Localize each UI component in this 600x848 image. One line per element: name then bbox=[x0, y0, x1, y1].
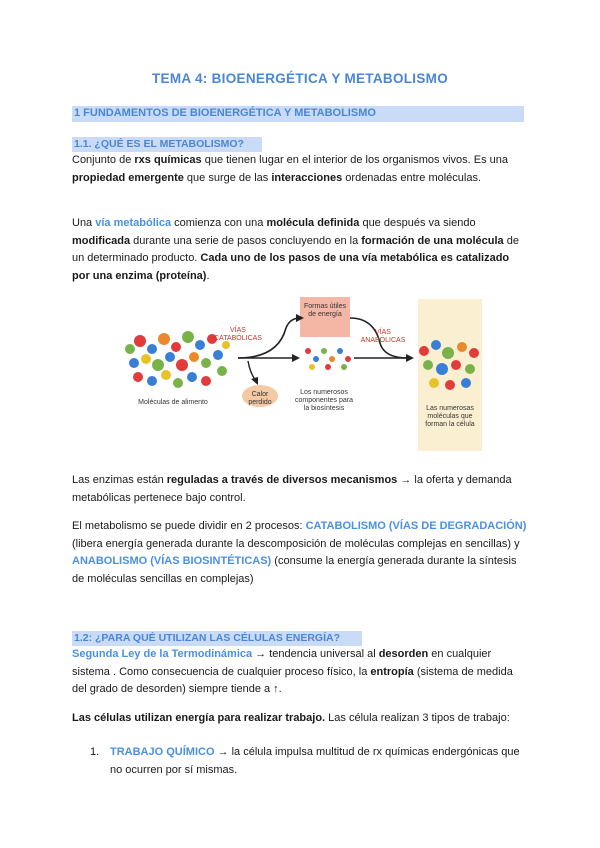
text: de un determinado producto. bbox=[72, 234, 519, 264]
label-cell-molecules: Las numerosas moléculas que forman la célula bbox=[425, 405, 475, 428]
label-biosynthesis-components: Los numerosos componentes para la biosíntesis bbox=[295, 389, 353, 412]
text: ordenadas entre moléculas. bbox=[342, 171, 482, 184]
section-heading-1 bbox=[72, 106, 524, 122]
paragraph-metabolism-division bbox=[72, 518, 527, 588]
paragraph-enzyme-regulation bbox=[72, 472, 527, 507]
text: . bbox=[206, 269, 210, 282]
bold-text: formación de una molécula bbox=[361, 234, 504, 247]
paragraph-metabolism-definition bbox=[72, 152, 527, 187]
text: El metabolismo se puede dividir en 2 procesos: bbox=[72, 520, 306, 532]
text: comienza con una bbox=[171, 217, 267, 229]
section-heading-1-text: 1 FUNDAMENTOS DE BIOENERGÉTICA Y METABOLISMO bbox=[74, 107, 376, 119]
bold-text: rxs químicas bbox=[134, 154, 202, 166]
list-item-chemical-work bbox=[90, 744, 527, 780]
text: (sistema de medida del grado de desorden) siempre tiende a ↑. bbox=[72, 665, 513, 695]
text: durante una serie de pasos concluyendo en la bbox=[130, 234, 362, 247]
arrow-head bbox=[251, 377, 258, 385]
document-title: TEMA 4: BIOENERGÉTICA Y METABOLISMO bbox=[151, 71, 449, 86]
text: Las enzimas están bbox=[72, 474, 167, 486]
text: (libera energía generada durante la descomposición de moléculas complejas en sencillas) y bbox=[72, 537, 520, 550]
bold-text: Cada uno de los pasos de una vía metabólica es catalizado por una enzima (proteína) bbox=[72, 252, 510, 282]
bold-text: desorden bbox=[378, 648, 429, 660]
highlight-text: Segunda Ley de la Termodinámica bbox=[72, 648, 253, 660]
paragraph-cell-work bbox=[72, 710, 527, 728]
subsection-heading-1-1-text: 1.1. ¿QUÉ ES EL METABOLISMO? bbox=[74, 138, 244, 150]
label-useful-energy: Formas útiles de energía bbox=[303, 303, 346, 318]
text: que tienen lugar en el interior de los organismos vivos. Es una bbox=[201, 154, 508, 166]
biosynthesis-components bbox=[305, 348, 351, 370]
label-food-molecules: Moléculas de alimento bbox=[138, 399, 208, 406]
text: que surge de las bbox=[183, 171, 272, 184]
text: que después va siendo bbox=[359, 217, 476, 229]
bold-text: entropía bbox=[370, 665, 414, 678]
bold-text: interacciones bbox=[271, 171, 343, 184]
text: (consume la energía generada durante la síntesis de moléculas sencillas en complejas) bbox=[72, 555, 517, 585]
text: Una bbox=[72, 217, 96, 229]
bold-text: reguladas a través de diversos mecanismos bbox=[166, 474, 398, 486]
list-number: 1. bbox=[90, 746, 100, 758]
bold-text: Las células utilizan energía para realizar trabajo. bbox=[72, 712, 326, 724]
bold-text: modificada bbox=[72, 234, 131, 247]
text: en cualquier sistema . Como consecuencia de cualquier proceso físico, la bbox=[72, 648, 492, 678]
label-catabolic-pathways: VÍAS CATABÓLICAS bbox=[214, 327, 262, 342]
text: → la oferta y demanda metabólicas pertenece bajo control. bbox=[72, 474, 512, 504]
metabolism-diagram-art bbox=[118, 293, 484, 453]
label-anabolic-pathways: VÍAS ANABÓLICAS bbox=[360, 329, 406, 344]
paragraph-thermodynamics bbox=[72, 646, 527, 699]
bold-text: molécula definida bbox=[266, 217, 360, 229]
highlight-text: CATABOLISMO (VÍAS DE DEGRADACIÓN) bbox=[305, 520, 527, 532]
highlight-text: ANABOLISMO (VÍAS BIOSINTÉTICAS) bbox=[72, 555, 272, 567]
text: → tendencia universal al bbox=[252, 648, 379, 660]
subsection-heading-1-1 bbox=[72, 137, 262, 152]
text: → la célula impulsa multitud de rx químicas endergónicas que no ocurren por sí mismas. bbox=[110, 746, 520, 776]
subsection-heading-1-2 bbox=[72, 631, 362, 646]
subsection-heading-1-2-text: 1.2: ¿PARA QUÉ UTILIZAN LAS CÉLULAS ENERGÍA? bbox=[74, 632, 341, 644]
paragraph-metabolic-pathway bbox=[72, 215, 527, 285]
text: Conjunto de bbox=[72, 154, 135, 166]
metabolism-diagram bbox=[118, 293, 484, 453]
arrow-head bbox=[406, 354, 414, 362]
highlight-text: TRABAJO QUÍMICO bbox=[110, 746, 215, 758]
list-item-text bbox=[110, 744, 527, 779]
arrow-head bbox=[292, 354, 300, 362]
label-heat-lost: Calor perdido bbox=[248, 391, 272, 406]
highlight-text: vía metabólica bbox=[95, 217, 172, 229]
text: Las célula realizan 3 tipos de trabajo: bbox=[325, 712, 510, 724]
bold-text: propiedad emergente bbox=[72, 171, 184, 184]
